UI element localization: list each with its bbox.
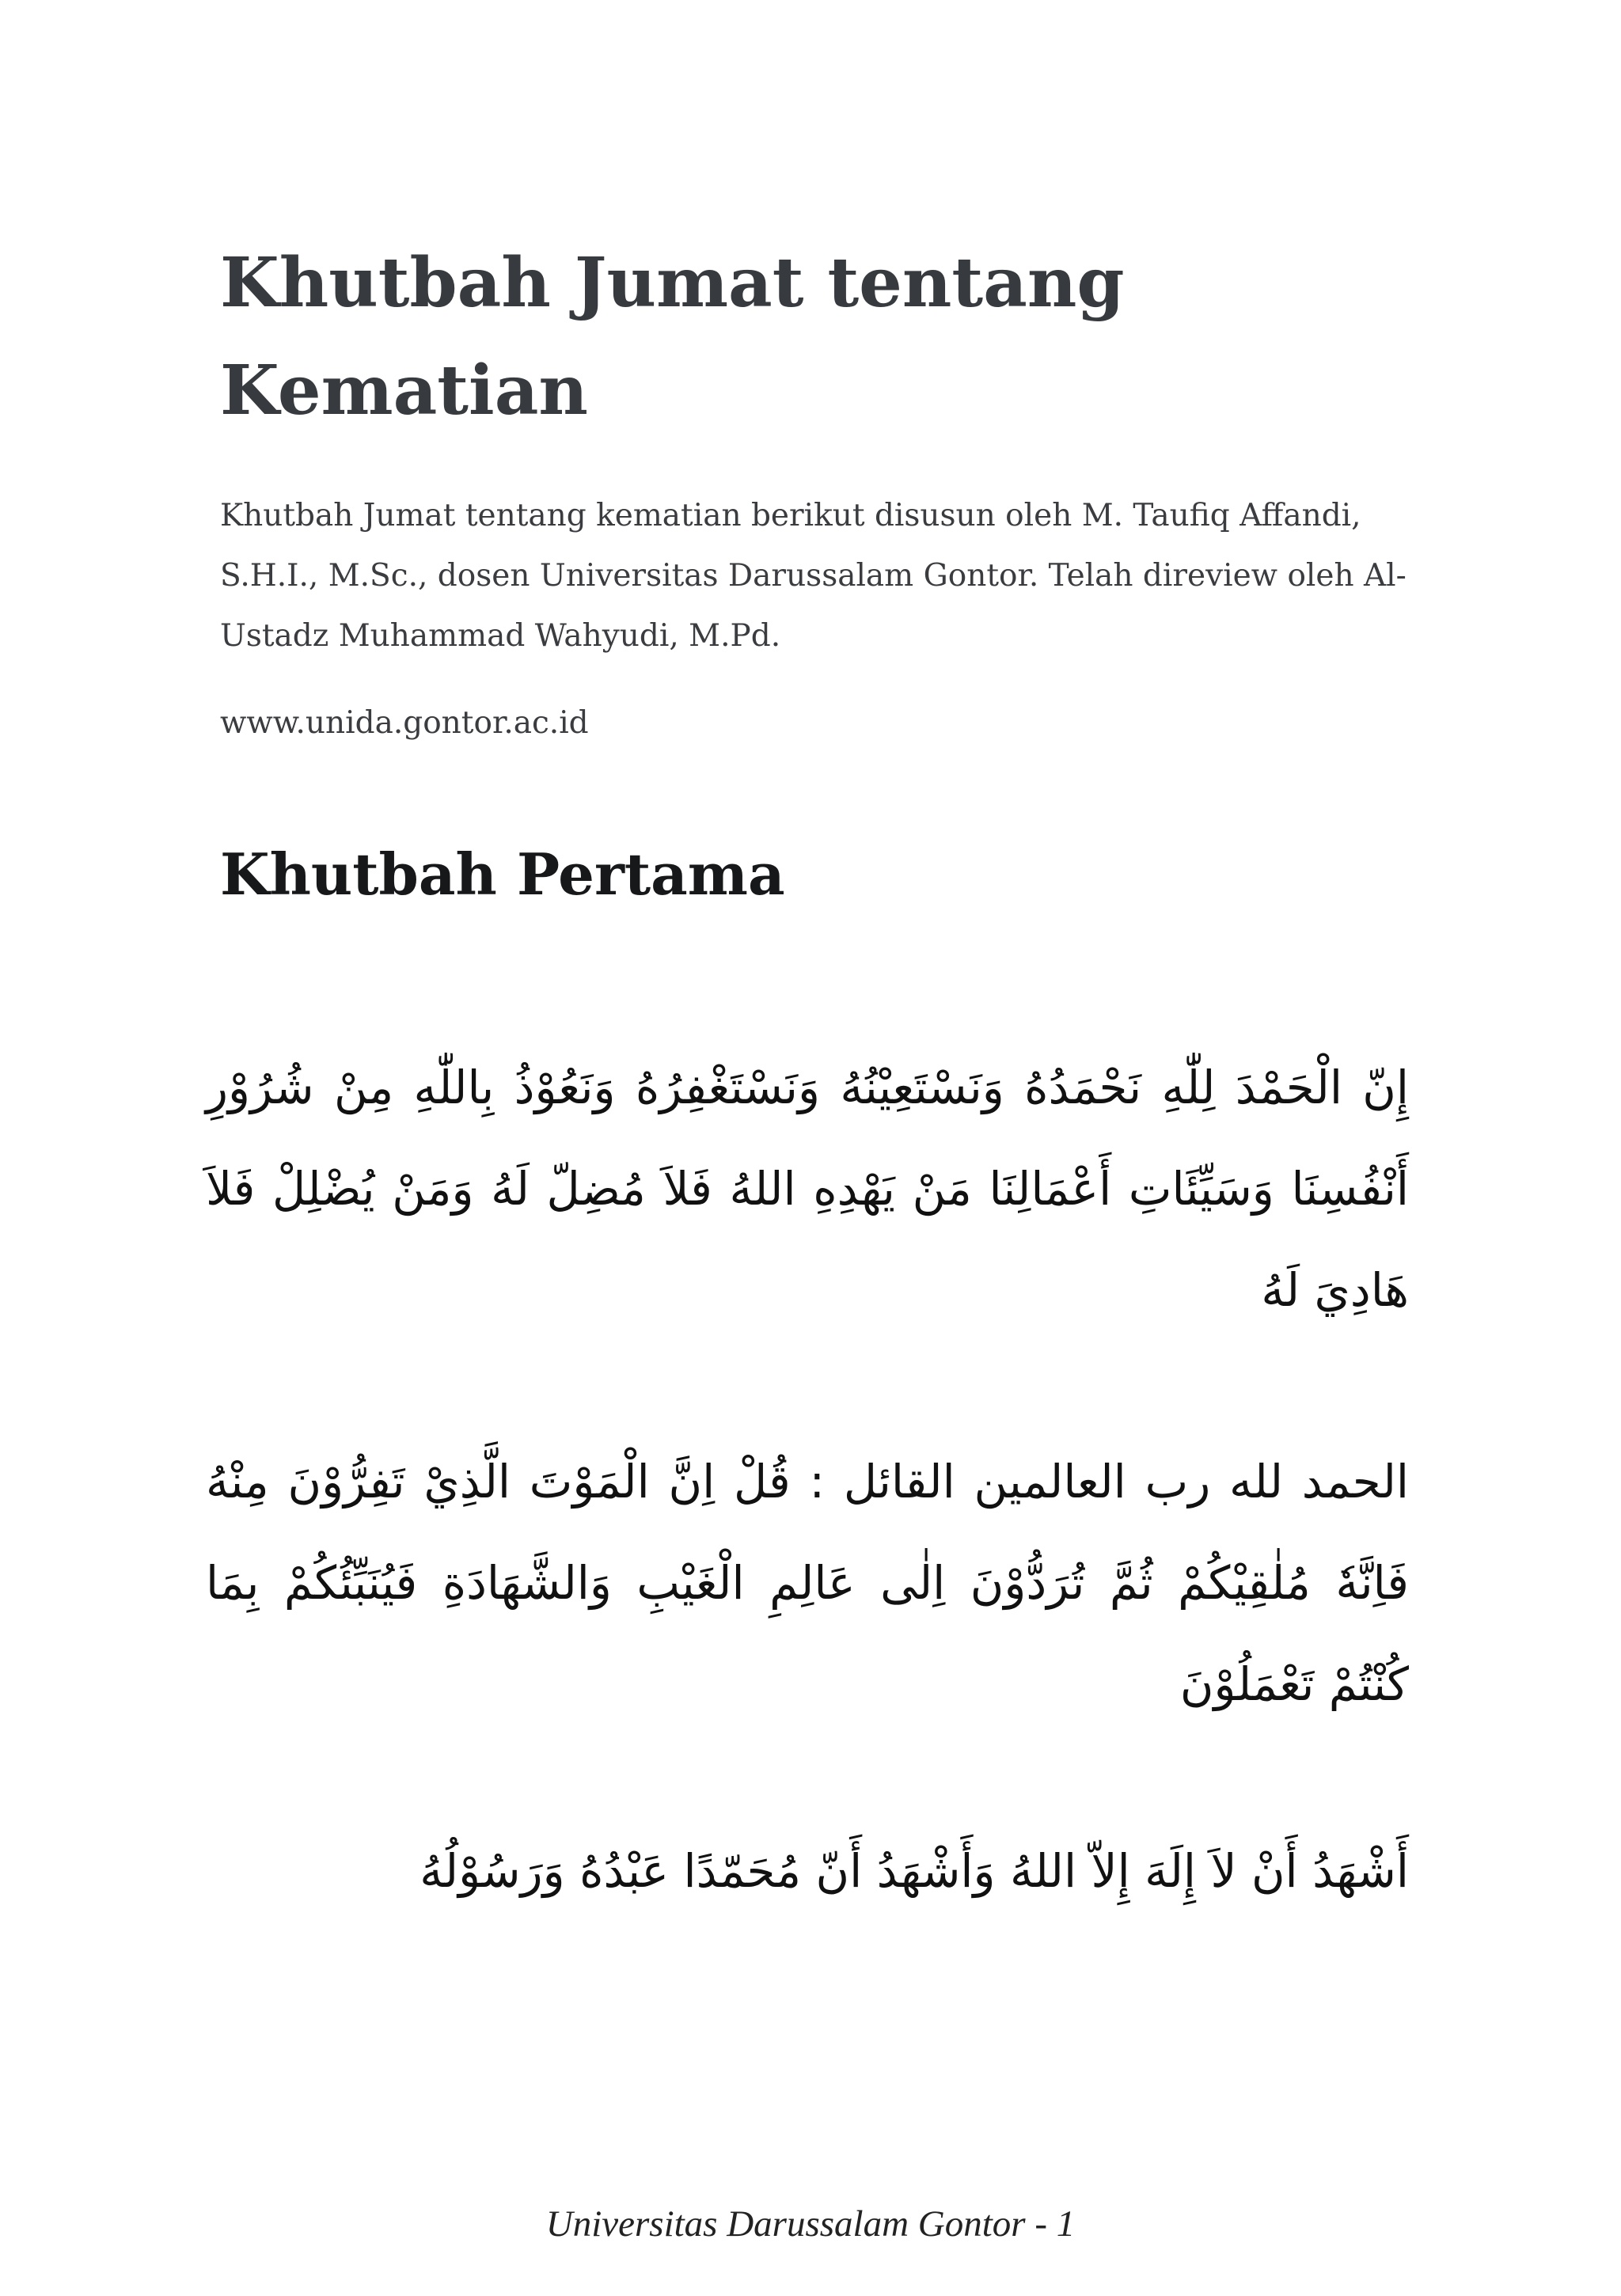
arabic-paragraph-opening: إِنّ الْحَمْدَ لِلّٰهِ نَحْمَدُهُ وَنَسْتَعِيْنُهُ وَنَسْتَغْفِرُهُ وَنَعُوْذُ بِاللّٰهِ مِنْ شُرُوْرِ أَنْفُسِنَا وَسَيِّئَاتِ أَعْمَالِنَا مَنْ يَهْدِهِ اللهُ فَلاَ مُضِلّ لَهُ وَمَنْ يُضْلِلْ فَلاَ هَادِيَ لَهُ (206, 1061, 1409, 1317)
section-heading: Khutbah Pertama (220, 841, 785, 908)
arabic-paragraph-shahada: أَشْهَدُ أَنْ لاَ إِلَهَ إِلاّ اللهُ وَأَشْهَدُ أَنّ مُحَمّدًا عَبْدُهُ وَرَسُوْلُهُ (419, 1844, 1409, 1898)
arabic-paragraph-quran-verse: الحمد لله رب العالمين القائل : قُلْ اِنَّ الْمَوْتَ الَّذِيْ تَفِرُّوْنَ مِنْهُ فَاِنَّهٗ مُلٰقِيْكُمْ ثُمَّ تُرَدُّوْنَ اِلٰى عَالِمِ الْغَيْبِ وَالشَّهَادَةِ فَيُنَبِّئُكُمْ بِمَا كُنْتُمْ تَعْمَلُوْنَ (206, 1455, 1409, 1711)
page-title: Khutbah Jumat tentang Kematian (220, 243, 1125, 431)
website-url: www.unida.gontor.ac.id (220, 705, 589, 741)
intro-paragraph: Khutbah Jumat tentang kematian berikut disusun oleh M. Taufiq Affandi, S.H.I., M.Sc., dosen Universitas Darussalam Gontor. Telah direview oleh Al-Ustadz Muhammad Wahyudi, M.Pd. (220, 498, 1407, 654)
page-footer: Universitas Darussalam Gontor - 1 (545, 2203, 1076, 2245)
